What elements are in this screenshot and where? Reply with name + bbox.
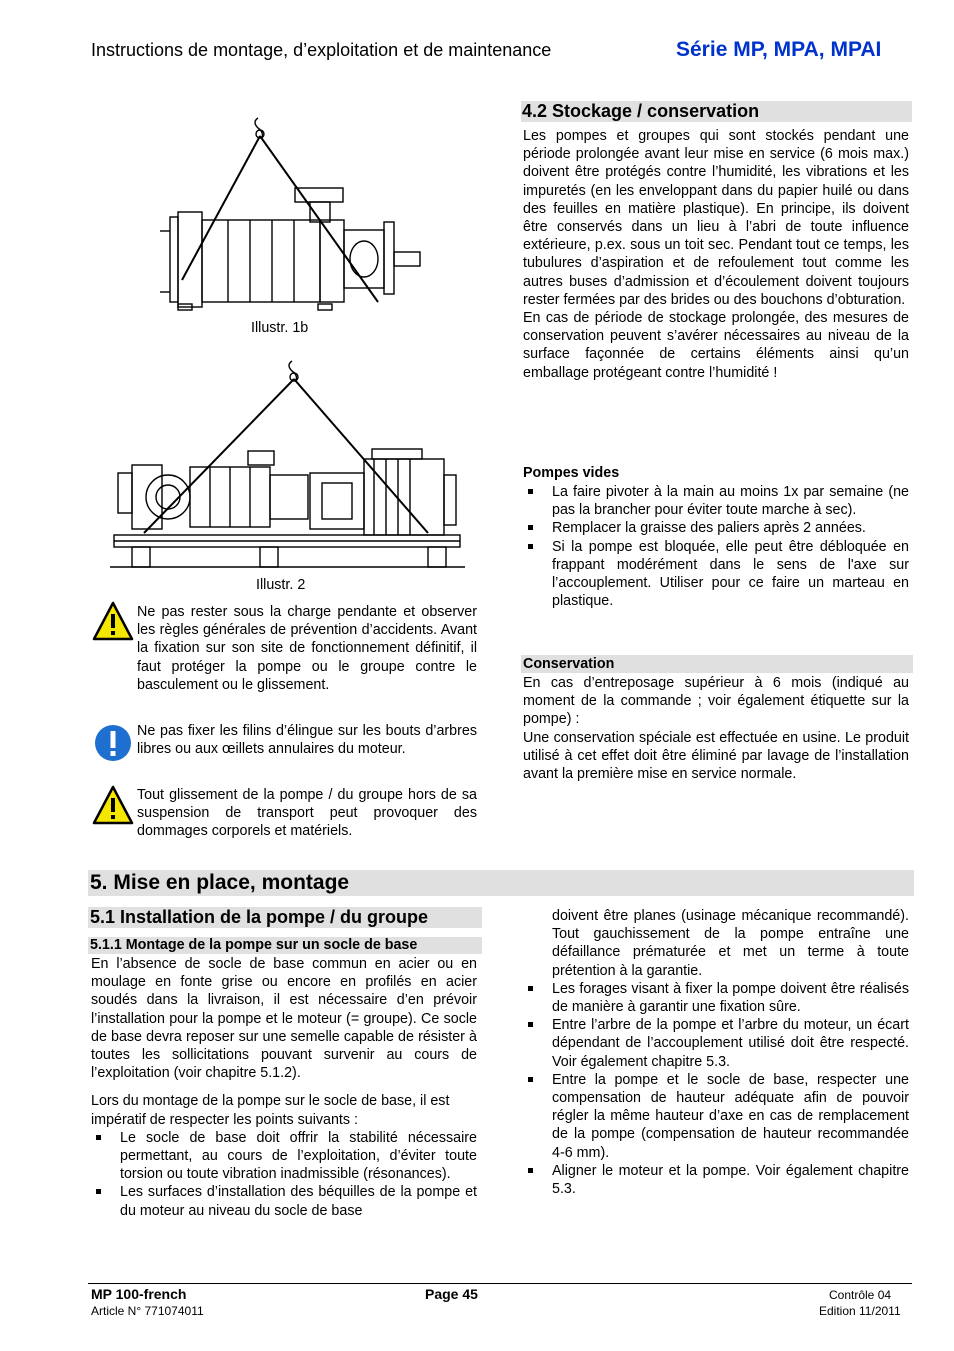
paragraph: doivent être planes (usinage mécanique recommandé). Tout gauchissement de la pompe entraîne une défaillance prématurée et met un terme à toute prétention à la garantie. xyxy=(552,908,909,979)
list-item: Les forages visant à fixer la pompe doivent être réalisés de manière à garantir une fixation sûre. xyxy=(523,980,909,1016)
section-5-heading: 5. Mise en place, montage xyxy=(88,870,914,896)
list-item: Entre la pompe et le socle de base, respecter une compensation de hauteur adéquate afin de pouvoir régler la même hauteur d’axe en cas de remplacement de la pompe (compensation de hauteur recommandée 4-6 mm). xyxy=(523,1071,909,1162)
footer-divider xyxy=(88,1283,912,1284)
warning-text-sliding: Tout glissement de la pompe / du groupe hors de sa suspension de transport peut provoquer des dommages corporels et matériels. xyxy=(137,787,477,840)
list-item: Si la pompe est bloquée, elle peut être débloquée en frappant modérément dans le sens de l'axe sur l’accouplement. Utiliser pour ce faire un marteau en plastique. xyxy=(523,538,909,611)
pompes-vides-heading: Pompes vides xyxy=(523,465,620,481)
pump-group-lifting-figure-2 xyxy=(110,355,465,575)
page-number: Page 45 xyxy=(425,1286,478,1302)
mounting-list xyxy=(91,1129,477,1220)
list-item: Aligner le moteur et la pompe. Voir également chapitre 5.3. xyxy=(523,1162,909,1198)
series-title: Série MP, MPA, MPAI xyxy=(676,38,882,61)
paragraph: Lors du montage de la pompe sur le socle de base, il est impératif de respecter les points suivants : xyxy=(91,1093,450,1128)
list-item: Remplacer la graisse des paliers après 2 années. xyxy=(523,519,909,537)
conservation-body xyxy=(523,674,909,783)
warning-text-load: Ne pas rester sous la charge pendante et observer les règles générales de prévention d’accidents. Avant la fixation sur son site de fonctionnement définitif, il faut protéger la pompe ou le groupe contre le basculement ou le glissement. xyxy=(137,604,477,693)
figure-2-caption: Illustr. 2 xyxy=(256,577,306,593)
footer-edition: Edition 11/2011 xyxy=(819,1304,901,1318)
header-title: Instructions de montage, d’exploitation et de maintenance xyxy=(91,40,552,60)
warning-triangle-icon xyxy=(92,785,134,825)
warning-triangle-icon xyxy=(92,601,134,641)
paragraph: En cas de période de stockage prolongée, des mesures de conservation peuvent s’avérer nécessaires au niveau de la surface façonnée de certains éléments ainsi qu’un emballage protégeant contre l’humidité ! xyxy=(523,310,909,381)
section-5-left-body xyxy=(91,955,477,1220)
figure-1b-caption: Illustr. 1b xyxy=(251,320,309,336)
section-5-right-body xyxy=(523,907,909,1198)
paragraph: Une conservation spéciale est effectuée en usine. Le produit utilisé à cet effet doit être éliminé par lavage de l’installation avant la première mise en service normale. xyxy=(523,729,909,783)
footer-article: Article N° 771074011 xyxy=(91,1304,204,1318)
paragraph: En l’absence de socle de base commun en acier ou en moulage en fonte grise ou encore en profilés en acier soudés dans la livraison, il est nécessaire d’en prévoir l’installation pour la pompe et le moteur (= groupe). Ce socle de base devra reposer sur une semelle capable de résister à toutes les sollicitations pouvant survenir au cours de l’exploitation (voir chapitre 5.1.2). xyxy=(91,956,477,1082)
paragraph: En cas d’entreposage supérieur à 6 mois (indiqué au moment de la commande ; voir également étiquette sur la pompe) : xyxy=(523,675,909,728)
section-5-1-1-heading: 5.1.1 Montage de la pompe sur un socle de base xyxy=(88,937,482,954)
list-item: Entre l’arbre de la pompe et l’arbre du moteur, un écart dépendant de l’accouplement utilisé doit être respecté. Voir également chapitre 5.3. xyxy=(523,1016,909,1071)
footer-control: Contrôle 04 xyxy=(829,1288,892,1302)
section-4-2-body xyxy=(523,127,909,382)
paragraph: Les pompes et groupes qui sont stockés pendant une période prolongée avant leur mise en service (6 mois max.) doivent être protégés contre l’humidité, les vibrations et les impuretés (en les enveloppant dans du papier huilé ou dans des feuilles en matière plastique). En principe, ils doivent être conservés dans un lieu à l’abri de toute influence extérieure, p.ex. sous un toit sec. Pendant tout ce temps, les tubulures d’aspiration et de refoulement tout comme les autres buses d’admission et d’écoulement doivent toujours rester fermées par des brides ou des bouchons d’obturation. xyxy=(523,128,909,308)
pompes-vides-list xyxy=(523,483,909,610)
list-item: Les surfaces d’installation des béquilles de la pompe et du moteur au niveau du socle de base xyxy=(91,1183,477,1219)
warning-text-slings: Ne pas fixer les filins d’élingue sur les bouts d’arbres libres ou aux œillets annulaires du moteur. xyxy=(137,723,477,758)
section-4-2-heading: 4.2 Stockage / conservation xyxy=(521,101,912,122)
footer-doc-id: MP 100-french xyxy=(91,1286,187,1302)
conservation-heading: Conservation xyxy=(521,655,913,673)
list-item: La faire pivoter à la main au moins 1x par semaine (ne pas la brancher pour éviter toute marche à sec). xyxy=(523,483,909,519)
section-5-1-heading: 5.1 Installation de la pompe / du groupe xyxy=(88,907,482,928)
mounting-list-continued xyxy=(523,980,909,1198)
list-item: Le socle de base doit offrir la stabilité nécessaire permettant, au cours de l’exploitation, d’éviter toute torsion ou toute vibration inadmissible (résonances). xyxy=(91,1129,477,1184)
info-exclamation-icon xyxy=(94,724,132,762)
pump-lifting-figure-1b xyxy=(150,112,450,317)
